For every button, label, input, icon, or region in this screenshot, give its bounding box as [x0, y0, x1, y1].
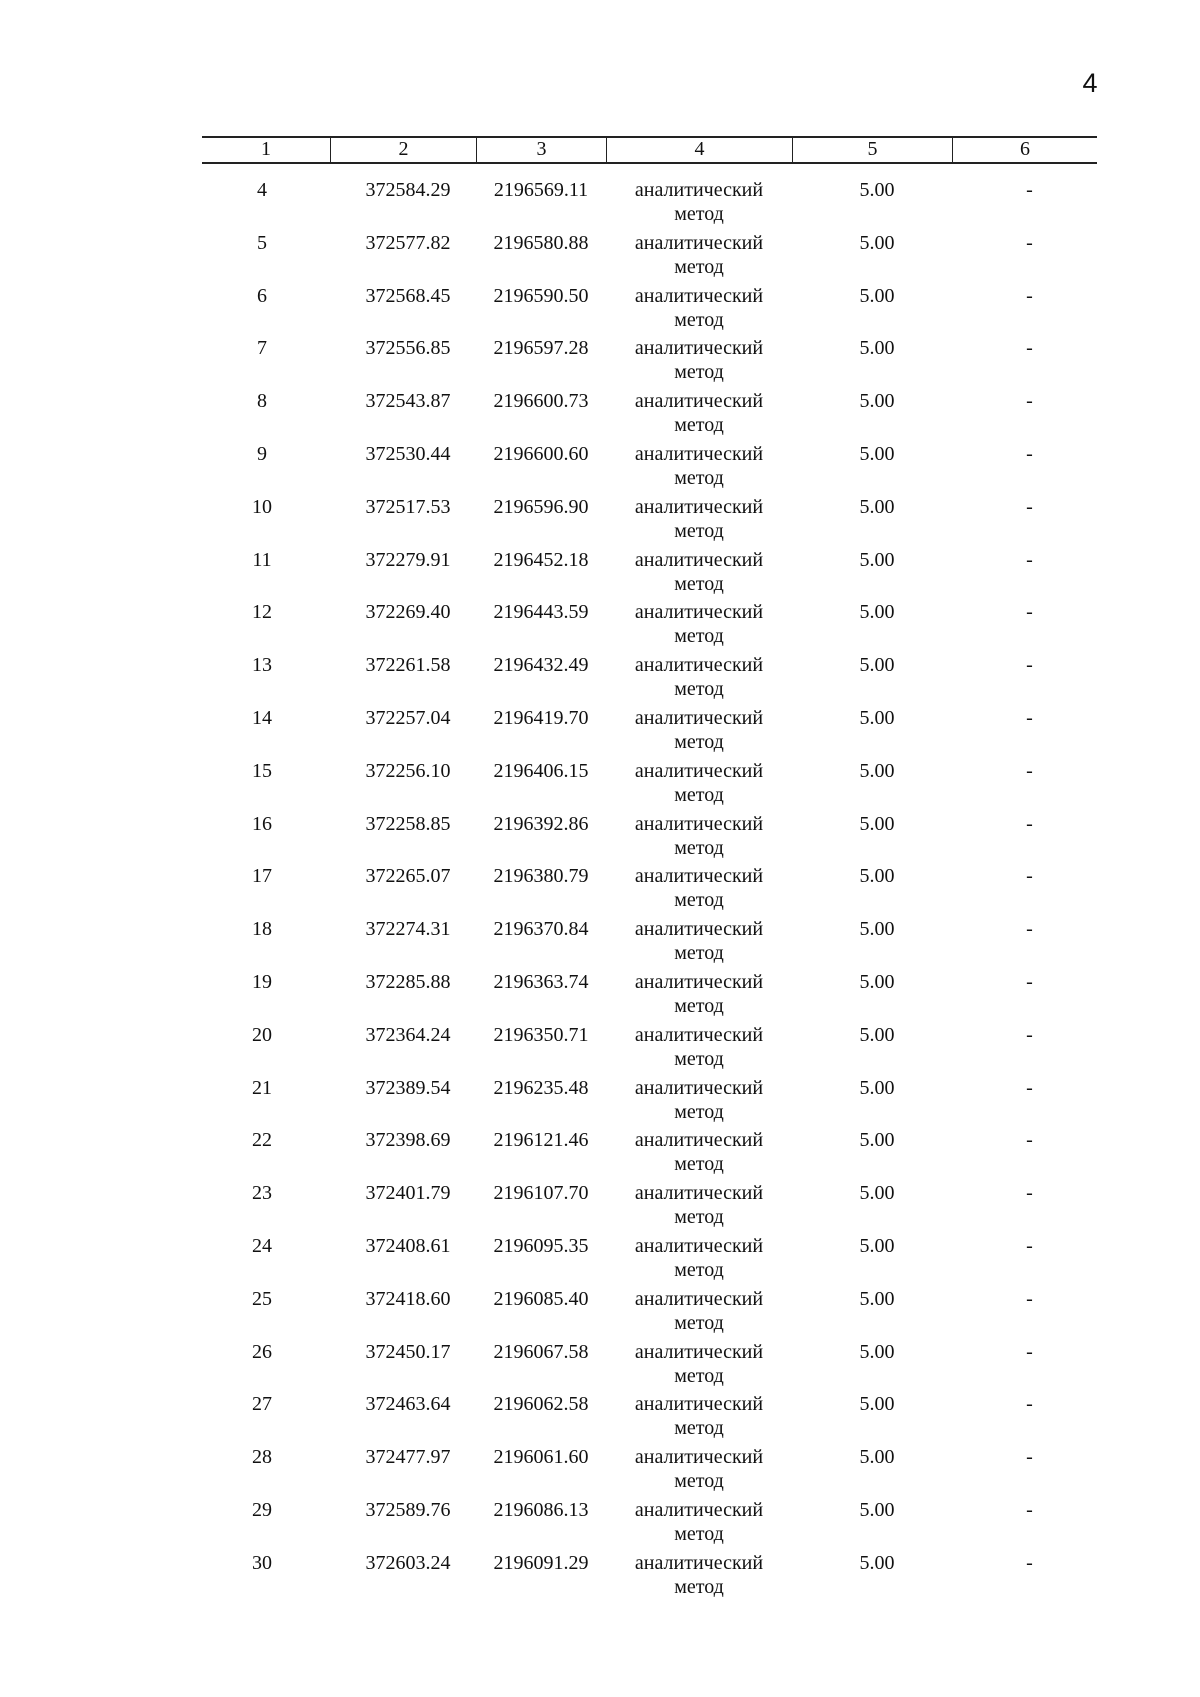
method-line-2: метод [674, 203, 724, 225]
method-line-2: метод [674, 466, 724, 489]
accuracy-value: 5.00 [859, 865, 895, 888]
coordinate-x: 372285.88 [365, 970, 451, 993]
note-value: - [1026, 918, 1033, 941]
method-line-2: метод [674, 1522, 724, 1545]
table-row [202, 495, 1097, 548]
method-cell [606, 1551, 792, 1604]
point-number: 11 [252, 548, 272, 571]
table-row [202, 917, 1097, 970]
method-line-2: метод [674, 1153, 724, 1176]
coordinate-x: 372530.44 [365, 442, 451, 465]
table-row [202, 1234, 1097, 1287]
coordinate-x: 372256.10 [365, 759, 451, 782]
table-header-row [202, 136, 1097, 164]
method-cell [606, 1181, 792, 1234]
accuracy-value: 5.00 [859, 231, 895, 254]
coordinate-y: 2196392.86 [493, 812, 589, 835]
coordinate-x: 372274.31 [365, 918, 451, 941]
method-line-2: метод [674, 255, 724, 278]
coordinate-x: 372401.79 [365, 1182, 451, 1205]
coordinate-y: 2196419.70 [493, 706, 589, 729]
method-line-1: аналитический [634, 654, 764, 677]
method-line-2: метод [674, 730, 724, 753]
accuracy-value: 5.00 [859, 1446, 895, 1469]
method-cell [606, 1128, 792, 1181]
method-line-1: аналитический [634, 918, 764, 941]
accuracy-value: 5.00 [859, 337, 895, 360]
accuracy-value: 5.00 [859, 1498, 895, 1521]
note-value: - [1026, 706, 1033, 729]
method-line-1: аналитический [634, 706, 764, 729]
note-value: - [1026, 865, 1033, 888]
header-col-4: 4 [606, 138, 792, 162]
method-line-2: метод [674, 1100, 724, 1123]
accuracy-value: 5.00 [859, 812, 895, 835]
table-row [202, 864, 1097, 917]
method-line-1: аналитический [634, 1076, 764, 1099]
header-col-3: 3 [476, 138, 606, 162]
note-value: - [1026, 1393, 1033, 1416]
coordinate-x: 372265.07 [365, 865, 451, 888]
method-line-2: метод [674, 1575, 724, 1598]
method-line-2: метод [674, 414, 724, 437]
accuracy-value: 5.00 [859, 654, 895, 677]
method-line-2: метод [674, 889, 724, 912]
table-row [202, 336, 1097, 389]
method-cell [606, 970, 792, 1023]
note-value: - [1026, 284, 1033, 307]
method-line-2: метод [674, 1258, 724, 1281]
method-cell [606, 389, 792, 442]
point-number: 5 [257, 231, 267, 254]
point-number: 25 [252, 1287, 272, 1310]
note-value: - [1026, 1340, 1033, 1363]
method-line-2: метод [674, 1417, 724, 1440]
coordinate-y: 2196061.60 [493, 1446, 589, 1469]
coordinate-x: 372364.24 [365, 1023, 451, 1046]
note-value: - [1026, 231, 1033, 254]
accuracy-value: 5.00 [859, 1287, 895, 1310]
accuracy-value: 5.00 [859, 970, 895, 993]
table-row [202, 1445, 1097, 1498]
coordinate-x: 372408.61 [365, 1234, 451, 1257]
accuracy-value: 5.00 [859, 442, 895, 465]
coordinate-x: 372269.40 [365, 601, 451, 624]
accuracy-value: 5.00 [859, 1234, 895, 1257]
table-row [202, 284, 1097, 337]
table-row [202, 600, 1097, 653]
method-cell [606, 1076, 792, 1129]
coordinate-y: 2196597.28 [493, 337, 589, 360]
point-number: 22 [252, 1129, 272, 1152]
method-line-1: аналитический [634, 812, 764, 835]
coordinate-y: 2196596.90 [493, 495, 589, 518]
method-line-1: аналитический [634, 390, 764, 413]
table-row [202, 1551, 1097, 1604]
method-cell [606, 864, 792, 917]
note-value: - [1026, 1234, 1033, 1257]
point-number: 15 [252, 759, 272, 782]
coordinate-y: 2196095.35 [493, 1234, 589, 1257]
accuracy-value: 5.00 [859, 284, 895, 307]
method-line-1: аналитический [634, 1340, 764, 1363]
table-row [202, 231, 1097, 284]
coordinate-y: 2196569.11 [493, 179, 589, 201]
method-line-2: метод [674, 572, 724, 595]
point-number: 9 [257, 442, 267, 465]
method-line-1: аналитический [634, 601, 764, 624]
method-line-1: аналитический [634, 337, 764, 360]
point-number: 16 [252, 812, 272, 835]
note-value: - [1026, 337, 1033, 360]
method-line-2: метод [674, 361, 724, 384]
table-row [202, 1128, 1097, 1181]
point-number: 19 [252, 970, 272, 993]
method-line-1: аналитический [634, 759, 764, 782]
method-line-1: аналитический [634, 1287, 764, 1310]
point-number: 24 [252, 1234, 272, 1257]
method-cell [606, 759, 792, 812]
coordinate-y: 2196350.71 [493, 1023, 589, 1046]
header-col-5: 5 [792, 138, 952, 162]
coordinate-x: 372389.54 [365, 1076, 451, 1099]
table-body [202, 178, 1097, 1604]
method-cell [606, 495, 792, 548]
accuracy-value: 5.00 [859, 390, 895, 413]
table-row [202, 1287, 1097, 1340]
note-value: - [1026, 548, 1033, 571]
point-number: 4 [257, 179, 267, 201]
point-number: 26 [252, 1340, 272, 1363]
accuracy-value: 5.00 [859, 601, 895, 624]
coordinate-y: 2196406.15 [493, 759, 589, 782]
coordinate-x: 372568.45 [365, 284, 451, 307]
note-value: - [1026, 601, 1033, 624]
note-value: - [1026, 1551, 1033, 1574]
coordinate-x: 372463.64 [365, 1393, 451, 1416]
table-row [202, 1340, 1097, 1393]
point-number: 27 [252, 1393, 272, 1416]
method-line-2: метод [674, 519, 724, 542]
coordinate-x: 372279.91 [365, 548, 451, 571]
method-line-1: аналитический [634, 970, 764, 993]
note-value: - [1026, 1287, 1033, 1310]
coordinate-x: 372603.24 [365, 1551, 451, 1574]
method-cell [606, 1392, 792, 1445]
coordinate-y: 2196363.74 [493, 970, 589, 993]
coordinate-y: 2196443.59 [493, 601, 589, 624]
coordinate-y: 2196062.58 [493, 1393, 589, 1416]
note-value: - [1026, 1498, 1033, 1521]
note-value: - [1026, 1129, 1033, 1152]
accuracy-value: 5.00 [859, 1551, 895, 1574]
coordinate-y: 2196580.88 [493, 231, 589, 254]
coordinate-y: 2196091.29 [493, 1551, 589, 1574]
accuracy-value: 5.00 [859, 759, 895, 782]
coordinate-x: 372477.97 [365, 1446, 451, 1469]
coordinate-y: 2196600.73 [493, 390, 589, 413]
method-line-1: аналитический [634, 1446, 764, 1469]
accuracy-value: 5.00 [859, 1182, 895, 1205]
point-number: 7 [257, 337, 267, 360]
coordinate-x: 372517.53 [365, 495, 451, 518]
table-row [202, 548, 1097, 601]
coordinate-y: 2196107.70 [493, 1182, 589, 1205]
method-line-1: аналитический [634, 179, 764, 201]
note-value: - [1026, 1182, 1033, 1205]
method-cell [606, 1287, 792, 1340]
point-number: 6 [257, 284, 267, 307]
method-line-1: аналитический [634, 495, 764, 518]
method-line-1: аналитический [634, 1023, 764, 1046]
coordinate-x: 372258.85 [365, 812, 451, 835]
point-number: 28 [252, 1446, 272, 1469]
point-number: 17 [252, 865, 272, 888]
method-line-1: аналитический [634, 1393, 764, 1416]
coordinate-y: 2196452.18 [493, 548, 589, 571]
note-value: - [1026, 390, 1033, 413]
method-line-1: аналитический [634, 1129, 764, 1152]
coordinate-x: 372418.60 [365, 1287, 451, 1310]
coordinate-x: 372257.04 [365, 706, 451, 729]
accuracy-value: 5.00 [859, 1023, 895, 1046]
coordinate-y: 2196590.50 [493, 284, 589, 307]
table-row [202, 1181, 1097, 1234]
method-line-1: аналитический [634, 442, 764, 465]
method-line-2: метод [674, 308, 724, 331]
method-line-2: метод [674, 836, 724, 859]
accuracy-value: 5.00 [859, 706, 895, 729]
point-number: 13 [252, 654, 272, 677]
note-value: - [1026, 1023, 1033, 1046]
method-line-1: аналитический [634, 1551, 764, 1574]
coordinate-y: 2196370.84 [493, 918, 589, 941]
method-line-2: метод [674, 942, 724, 965]
method-cell [606, 336, 792, 389]
method-cell [606, 706, 792, 759]
table-row [202, 970, 1097, 1023]
point-number: 14 [252, 706, 272, 729]
accuracy-value: 5.00 [859, 1393, 895, 1416]
coordinate-x: 372589.76 [365, 1498, 451, 1521]
accuracy-value: 5.00 [859, 495, 895, 518]
method-line-2: метод [674, 1364, 724, 1387]
method-line-2: метод [674, 994, 724, 1017]
table-row [202, 1392, 1097, 1445]
table-row [202, 178, 1097, 231]
method-cell [606, 1340, 792, 1393]
accuracy-value: 5.00 [859, 1076, 895, 1099]
note-value: - [1026, 1446, 1033, 1469]
header-col-2: 2 [330, 138, 476, 162]
method-line-1: аналитический [634, 865, 764, 888]
method-cell [606, 548, 792, 601]
table-row [202, 442, 1097, 495]
table-row [202, 706, 1097, 759]
coordinate-y: 2196600.60 [493, 442, 589, 465]
note-value: - [1026, 812, 1033, 835]
coordinate-x: 372556.85 [365, 337, 451, 360]
coordinate-x: 372398.69 [365, 1129, 451, 1152]
method-cell [606, 1445, 792, 1498]
method-cell [606, 1023, 792, 1076]
coordinate-x: 372584.29 [365, 179, 451, 201]
coordinate-y: 2196235.48 [493, 1076, 589, 1099]
point-number: 20 [252, 1023, 272, 1046]
method-cell [606, 178, 792, 231]
coordinates-table [202, 136, 1097, 1604]
accuracy-value: 5.00 [859, 1129, 895, 1152]
method-line-2: метод [674, 1470, 724, 1493]
note-value: - [1026, 442, 1033, 465]
point-number: 10 [252, 495, 272, 518]
note-value: - [1026, 1076, 1033, 1099]
table-row [202, 653, 1097, 706]
method-line-2: метод [674, 1206, 724, 1229]
point-number: 21 [252, 1076, 272, 1099]
coordinate-y: 2196067.58 [493, 1340, 589, 1363]
accuracy-value: 5.00 [859, 179, 895, 201]
method-cell [606, 917, 792, 970]
note-value: - [1026, 970, 1033, 993]
method-line-1: аналитический [634, 1234, 764, 1257]
coordinate-x: 372577.82 [365, 231, 451, 254]
coordinate-x: 372261.58 [365, 654, 451, 677]
coordinate-x: 372450.17 [365, 1340, 451, 1363]
method-line-1: аналитический [634, 1498, 764, 1521]
accuracy-value: 5.00 [859, 918, 895, 941]
method-line-1: аналитический [634, 1182, 764, 1205]
coordinate-y: 2196121.46 [493, 1129, 589, 1152]
point-number: 23 [252, 1182, 272, 1205]
accuracy-value: 5.00 [859, 1340, 895, 1363]
method-line-2: метод [674, 1047, 724, 1070]
method-line-1: аналитический [634, 548, 764, 571]
method-cell [606, 442, 792, 495]
method-cell [606, 812, 792, 865]
table-row [202, 1076, 1097, 1129]
table-row [202, 389, 1097, 442]
table-row [202, 1498, 1097, 1551]
method-cell [606, 600, 792, 653]
method-line-2: метод [674, 783, 724, 806]
method-line-1: аналитический [634, 284, 764, 307]
point-number: 8 [257, 390, 267, 413]
note-value: - [1026, 759, 1033, 782]
page-number: 4 [1082, 68, 1098, 98]
coordinate-y: 2196380.79 [493, 865, 589, 888]
method-line-2: метод [674, 625, 724, 648]
table-row [202, 759, 1097, 812]
method-cell [606, 231, 792, 284]
method-cell [606, 653, 792, 706]
header-col-1: 1 [261, 138, 271, 160]
note-value: - [1026, 495, 1033, 518]
accuracy-value: 5.00 [859, 548, 895, 571]
point-number: 12 [252, 601, 272, 624]
coordinate-y: 2196085.40 [493, 1287, 589, 1310]
table-row [202, 812, 1097, 865]
table-row [202, 1023, 1097, 1076]
note-value: - [1026, 179, 1033, 201]
coordinate-x: 372543.87 [365, 390, 451, 413]
point-number: 30 [252, 1551, 272, 1574]
point-number: 29 [252, 1498, 272, 1521]
method-cell [606, 284, 792, 337]
point-number: 18 [252, 918, 272, 941]
method-line-2: метод [674, 1311, 724, 1334]
coordinate-y: 2196432.49 [493, 654, 589, 677]
method-cell [606, 1498, 792, 1551]
method-line-1: аналитический [634, 231, 764, 254]
header-col-6: 6 [952, 138, 1097, 162]
coordinate-y: 2196086.13 [493, 1498, 589, 1521]
method-cell [606, 1234, 792, 1287]
method-line-2: метод [674, 678, 724, 701]
note-value: - [1026, 654, 1033, 677]
